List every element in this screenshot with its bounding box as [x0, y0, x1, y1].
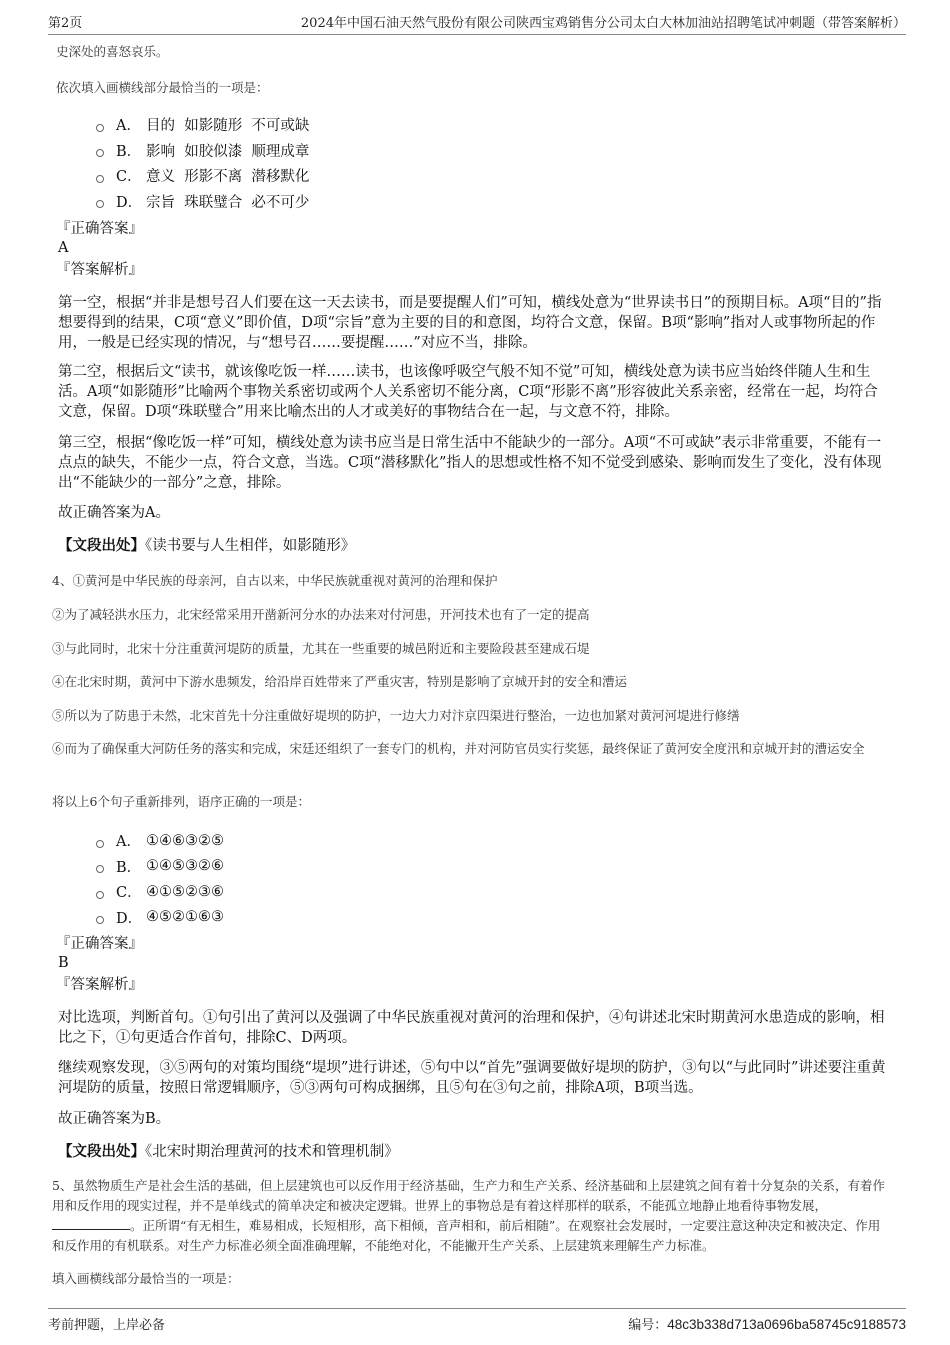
q4-options	[56, 828, 224, 930]
answer-label: 『正确答案』	[56, 936, 143, 952]
conclusion: 故正确答案为B。	[58, 1111, 171, 1127]
page-header	[48, 12, 906, 35]
analysis-paragraph: 对比选项，判断首句。①句引出了黄河以及强调了中华民族重视对黄河的治理和保护，④句讲述北宋时期黄河水患造成的影响，相比之下，①句更适合作首句，排除C、D两项。	[58, 1010, 885, 1046]
q4-sentence: ⑥而为了确保重大河防任务的落实和完成，宋廷还组织了一套专门的机构，并对河防官员实行奖惩，最终保证了黄河安全度汛和京城开封的漕运安全	[52, 741, 865, 756]
analysis-paragraph: 第二空，根据后文“读书，就该像吃饭一样……读书，也该像呼吸空气般不知不觉”可知，横线处意为读书应当始终伴随人生和生活。A项“如影随形”比喻两个事物关系密切或两个人关系密切不能分离，C项“形影不离”形容彼此关系亲密，经常在一起，均符合文意，保留。D项“珠联璧合”用来比喻杰出的人才或美好的事物结合在一起，与文意不符，排除。	[58, 364, 878, 420]
option-a[interactable]: A． 目的 如影随形 不可或缺	[56, 112, 309, 138]
option-d[interactable]: D． ④⑤②①⑥③	[56, 905, 224, 931]
source-title: 《读书要与人生相伴，如影随形》	[145, 538, 356, 554]
option-d[interactable]: D． 宗旨 珠联璧合 必不可少	[56, 189, 309, 215]
analysis-label: 『答案解析』	[56, 262, 143, 278]
q4-sentence: ⑤所以为了防患于未然，北宋首先十分注重做好堤坝的防护，一边大力对汴京四渠进行整治，一边也加紧对黄河河堤进行修缮	[52, 708, 740, 723]
option-b[interactable]: B． 影响 如胶似漆 顺理成章	[56, 138, 309, 164]
page-number: 第2页	[48, 16, 83, 31]
option-a[interactable]: A． ①④⑥③②⑤	[56, 828, 224, 854]
footer-slogan: 考前押题，上岸必备	[48, 1318, 166, 1333]
q5-prompt: 填入画横线部分最恰当的一项是：	[52, 1271, 240, 1286]
analysis-label: 『答案解析』	[56, 977, 143, 993]
radio-icon[interactable]	[96, 865, 104, 873]
source-label: 【文段出处】	[58, 1143, 145, 1160]
q3-tail: 史深处的喜怒哀乐。	[56, 44, 169, 59]
analysis-paragraph: 第三空，根据“像吃饭一样”可知，横线处意为读书应当是日常生活中不能缺少的一部分。A项“不可或缺”表示非常重要，不能有一点点的缺失，不能少一点，符合文意，当选。C项“潜移默化”指人的思想或性格不知不觉受到感染、影响而发生了变化，没有体现出“不能缺少的一部分”之意，排除。	[58, 435, 882, 491]
q3-prompt: 依次填入画横线部分最恰当的一项是：	[56, 80, 269, 95]
answer-value: B	[58, 955, 69, 971]
page-footer	[48, 1308, 906, 1339]
radio-icon[interactable]	[96, 124, 104, 132]
q3-options	[56, 112, 309, 214]
option-c[interactable]: C． 意义 形影不离 潜移默化	[56, 163, 309, 189]
source-line	[58, 536, 355, 556]
q4-prompt: 将以上6个句子重新排列，语序正确的一项是：	[52, 794, 310, 809]
option-c[interactable]: C． ④①⑤②③⑥	[56, 879, 224, 905]
radio-icon[interactable]	[96, 149, 104, 157]
source-line	[58, 1142, 399, 1162]
analysis-paragraph: 第一空，根据“并非是想号召人们要在这一天去读书，而是要提醒人们”可知，横线处意为“世界读书日”的预期目标。A项“目的”指想要得到的结果，C项“意义”即价值，D项“宗旨”意为主要的目的和意图，均符合文意，保留。B项“影响”指对人或事物所起的作用，一般是已经实现的情况，与“想号召……要提醒……”对应不当，排除。	[58, 295, 882, 351]
document-title: 2024年中国石油天然气股份有限公司陕西宝鸡销售分公司太白大林加油站招聘笔试冲刺题（带答案解析）	[300, 16, 906, 31]
option-b[interactable]: B． ①④⑤③②⑥	[56, 854, 224, 880]
q5-passage: 5、虽然物质生产是社会生活的基础，但上层建筑也可以反作用于经济基础，生产力和生产关系、经济基础和上层建筑之间有着十分复杂的关系，有着作用和反作用的现实过程，并不是单线式的简单决定和被决定逻辑。世界上的事物总是有着这样那样的联系，不能孤立地静止地看待事物发展，。正所谓“有无相生，难易相成，长短相形，高下相倾，音声相和，前后相随”。在观察社会发展时，一定要注意这种决定和被决定、作用和反作用的有机联系。对生产力标准必须全面准确理解，不能绝对化，不能撇开生产关系、上层建筑来理解生产力标准。	[52, 1178, 885, 1253]
document-code: 编号：48c3b338d713a0696ba58745c9188573	[628, 1317, 906, 1333]
radio-icon[interactable]	[96, 891, 104, 899]
answer-label: 『正确答案』	[56, 221, 143, 237]
q4-sentence: ②为了减轻洪水压力，北宋经常采用开凿新河分水的办法来对付河患，开河技术也有了一定的提高	[52, 607, 590, 622]
q4-sentence: ④在北宋时期，黄河中下游水患频发，给沿岸百姓带来了严重灾害，特别是影响了京城开封的安全和漕运	[52, 674, 628, 689]
q4-sentence: 4、①黄河是中华民族的母亲河，自古以来，中华民族就重视对黄河的治理和保护	[52, 573, 498, 588]
radio-icon[interactable]	[96, 200, 104, 208]
q4-sentence: ③与此同时，北宋十分注重黄河堤防的质量，尤其在一些重要的城邑附近和主要险段甚至建成石堤	[52, 641, 590, 656]
radio-icon[interactable]	[96, 916, 104, 924]
radio-icon[interactable]	[96, 840, 104, 848]
radio-icon[interactable]	[96, 175, 104, 183]
source-label: 【文段出处】	[58, 537, 145, 554]
conclusion: 故正确答案为A。	[58, 505, 170, 521]
answer-blank	[52, 1217, 130, 1230]
analysis-paragraph: 继续观察发现，③⑤两句的对策均围绕“堤坝”进行讲述，⑤句中以“首先”强调要做好堤坝的防护，③句以“与此同时”讲述要注重黄河堤防的质量，按照日常逻辑顺序，⑤③两句可构成捆绑，且⑤句在③句之前，排除A项，B项当选。	[58, 1060, 886, 1096]
source-title: 《北宋时期治理黄河的技术和管理机制》	[145, 1144, 399, 1160]
answer-value: A	[58, 240, 69, 256]
